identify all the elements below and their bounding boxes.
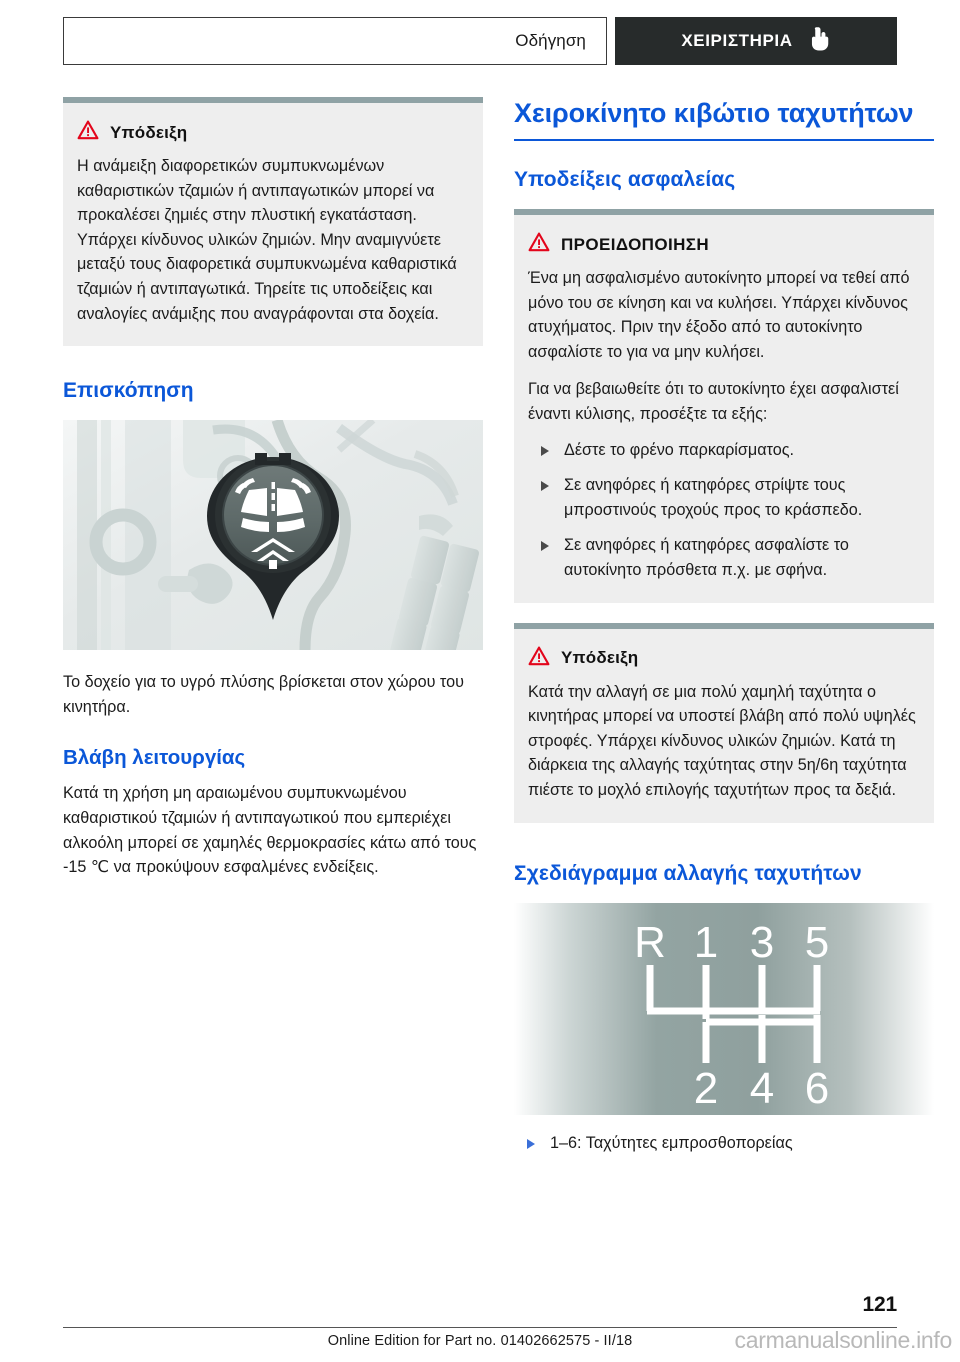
shift-legend-list	[514, 1131, 934, 1156]
gear-label-4: 4	[749, 1063, 775, 1113]
list-item	[514, 1131, 934, 1156]
list-item-label: Σε ανηφόρες ή κατηφόρες στρίψτε τους μπροστινούς τροχούς προς το κράσπεδο.	[564, 476, 863, 519]
arrow-bullet-icon	[527, 1139, 535, 1149]
tab-controls-label: ΧΕΙΡΙΣΤΗΡΙΑ	[681, 31, 793, 50]
arrow-bullet-icon	[541, 541, 549, 551]
warning-paragraph-2: Για να βεβαιωθείτε ότι το αυτοκίνητο έχει ασφαλιστεί έναντι κύλισης, προσέξτε τα εξής:	[528, 380, 899, 423]
list-item-label: Σε ανηφόρες ή κατηφόρες ασφαλίστε το αυτοκίνητο πρόσθετα π.χ. με σφήνα.	[564, 536, 849, 579]
warning-header	[528, 232, 918, 257]
footer-edition-text: Online Edition for Part no. 01402662575 - II/18	[327, 1333, 633, 1349]
chapter-tab-bar	[63, 17, 897, 65]
arrow-bullet-icon	[541, 446, 549, 456]
figure-washer-reservoir-cap	[63, 420, 483, 650]
list-item-label: 1–6: Ταχύτητες εμπροσθοπορείας	[550, 1133, 793, 1152]
notice-box-washer-fluid	[63, 97, 483, 346]
notice-paragraph: Κατά την αλλαγή σε μια πολύ χαμηλή ταχύτητα ο κινητήρας μπορεί να υποστεί βλάβη από πολύ υψηλές στροφές. Υπάρχει κίνδυνος υλικών ζημιών. Κατά τη διάρκεια της αλλαγής ταχύτητας στην 5η/6η ταχύτητα πιέστε το μοχλό επιλογής ταχυτήτων προς τα δεξιά.	[528, 682, 916, 799]
gear-label-1: 1	[693, 917, 719, 967]
heading-overview: Επισκόπηση	[63, 379, 194, 403]
notice-header	[77, 120, 467, 145]
gear-label-5: 5	[804, 917, 830, 967]
figure-gear-shift-pattern	[514, 903, 934, 1115]
warning-triangle-icon	[77, 120, 99, 145]
site-watermark: carmanualsonline.info	[734, 1327, 952, 1353]
notice-title: Υπόδειξη	[110, 122, 188, 142]
malfunction-text: Κατά τη χρήση μη αραιωμένου συμπυκνωμένου καθαριστικού τζαμιών ή αντιπαγωτικού που εμπεριέχει αλκοόλη μπορεί σε χαμηλές θερμοκρασίες κάτω από τους -15 ℃ να προκύψουν εσφαλμένες ενδείξεις.	[63, 784, 477, 877]
notice-title: Υπόδειξη	[561, 648, 639, 668]
warning-title: ΠΡΟΕΙΔΟΠΟΙΗΣΗ	[561, 234, 710, 254]
warning-triangle-icon	[528, 646, 550, 671]
left-column	[63, 97, 483, 880]
page-number: 121	[862, 1293, 897, 1316]
pointing-hand-icon	[809, 26, 831, 57]
warning-bullet-list	[528, 438, 918, 583]
notice-box-gear-shift	[514, 623, 934, 823]
list-item	[528, 533, 918, 582]
gear-label-R: R	[634, 917, 666, 967]
tab-driving[interactable]	[63, 17, 607, 65]
notice-paragraph: Η ανάμειξη διαφορετικών συμπυκνωμένων καθαριστικών τζαμιών ή αντιπαγωτικών μπορεί να προκαλέσει ζημιές στην πλυστική εγκατάσταση. Υπάρχει κίνδυνος υλικών ζημιών. Μην αναμιγνύετε μεταξύ τους διαφορετικά συμπυκνωμένα καθαριστικά τζαμιών ή αντιπαγωτικά. Τηρείτε τις υποδείξεις και αναλογίες ανάμιξης που αναγράφονται στα δοχεία.	[77, 157, 457, 323]
gear-label-6: 6	[804, 1063, 830, 1113]
heading-malfunction: Βλάβη λειτουργίας	[63, 746, 246, 770]
warning-paragraph-1: Ένα μη ασφαλισμένο αυτοκίνητο μπορεί να τεθεί από μόνο του σε κίνηση και να κυλήσει. Υπάρχει κίνδυνος ατυχήματος. Πριν την έξοδο από το αυτοκίνητο ασφαλίστε το για να μην κυλήσει.	[528, 269, 910, 361]
list-item	[528, 473, 918, 522]
warning-box-rolling	[514, 209, 934, 603]
heading-safety-notes: Υποδείξεις ασφαλείας	[514, 168, 736, 191]
gear-label-3: 3	[749, 917, 775, 967]
list-item	[528, 438, 918, 463]
warning-triangle-icon	[528, 232, 550, 257]
gear-label-2: 2	[693, 1063, 719, 1113]
tab-driving-label: Οδήγηση	[515, 31, 586, 50]
chapter-title: Χειροκίνητο κιβώτιο ταχυτήτων	[514, 97, 934, 141]
tab-controls[interactable]	[615, 17, 897, 65]
arrow-bullet-icon	[541, 481, 549, 491]
heading-shift-diagram: Σχεδιάγραμμα αλλαγής ταχυτήτων	[514, 861, 862, 885]
right-column	[514, 97, 934, 1155]
overview-text: Το δοχείο για το υγρό πλύσης βρίσκεται στον χώρου του κινητήρα.	[63, 673, 464, 716]
notice-header	[528, 646, 918, 671]
list-item-label: Δέστε το φρένο παρκαρίσματος.	[564, 440, 795, 459]
